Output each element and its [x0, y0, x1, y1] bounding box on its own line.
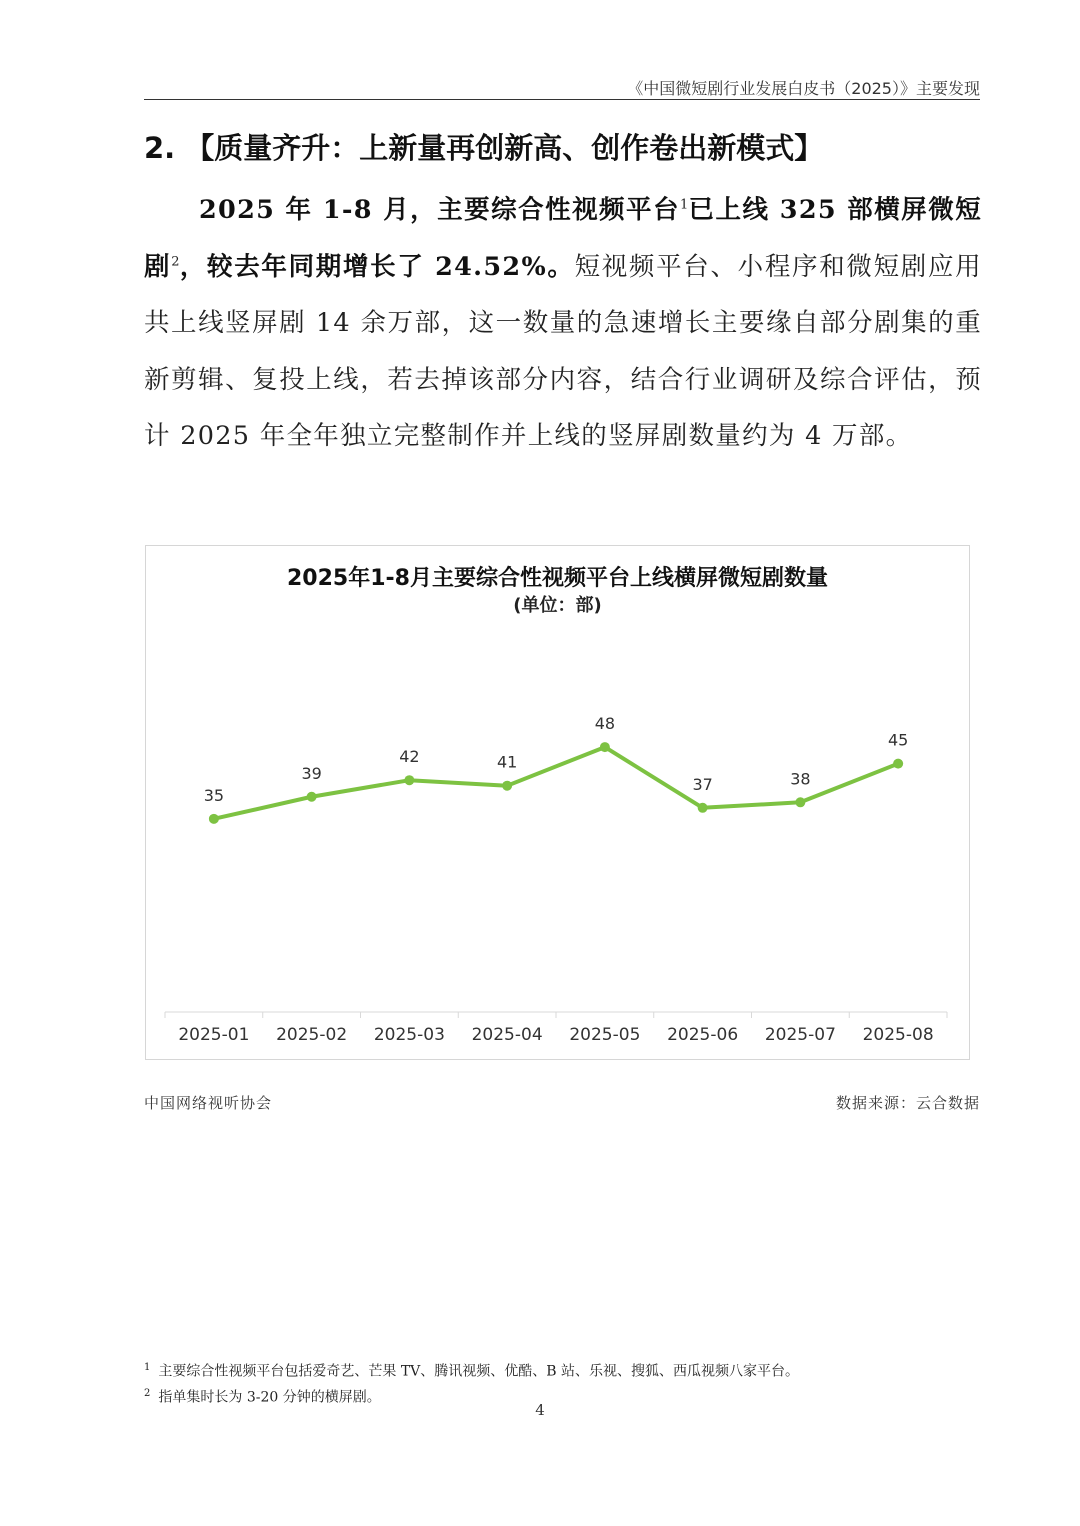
- data-point: [502, 781, 512, 791]
- data-point: [893, 759, 903, 769]
- data-label: 39: [301, 763, 322, 783]
- x-tick-label: 2025-01: [178, 1025, 250, 1045]
- data-label: 38: [790, 769, 811, 789]
- data-label: 45: [887, 730, 909, 750]
- x-tick-label: 2025-08: [862, 1025, 934, 1045]
- x-tick-label: 2025-05: [569, 1025, 641, 1045]
- footnote-text-1: 主要综合性视频平台包括爱奇艺、芒果 TV、腾讯视频、优酷、B 站、乐视、搜狐、西瓜视频八家平台。: [158, 1363, 800, 1380]
- footnote-mark-1: 1: [144, 1362, 151, 1373]
- data-point: [698, 803, 708, 813]
- footnote-mark-2: 2: [144, 1387, 151, 1399]
- body-paragraph: [144, 182, 982, 465]
- data-label: 41: [496, 752, 518, 772]
- normal-text: 短视频平台、小程序和微短剧应用共上线竖屏剧 14 余万部，这一数量的急速增长主要缘自部分剧集的重新剪辑、复投上线，若去掉该部分内容，结合行业调研及综合评估，预计 2025 年全年独立完整制作并上线的竖屏剧数量约为 4 万部。: [144, 251, 982, 451]
- chart-plot: [146, 546, 969, 1059]
- data-label: 37: [692, 774, 713, 794]
- footnote-ref-1[interactable]: 1: [680, 197, 689, 213]
- x-tick-label: 2025-02: [276, 1025, 348, 1045]
- data-point: [307, 792, 317, 802]
- data-label: 35: [203, 785, 225, 805]
- section-title: 2. 【质量齐升：上新量再创新高、创作卷出新模式】: [144, 131, 824, 165]
- line-chart: [145, 545, 970, 1060]
- footer-data-source: 数据来源：云合数据: [835, 1094, 980, 1112]
- footnote-text-2: 指单集时长为 3-20 分钟的横屏剧。: [158, 1389, 381, 1406]
- chart-subtitle: (单位：部): [513, 595, 602, 616]
- bold-text-2: 已上线 325 部横屏微短剧: [144, 195, 983, 282]
- bold-text-3: ，较去年同期增长了 24.52%。: [179, 251, 575, 282]
- footnote-1: [144, 1357, 994, 1383]
- footer-organization: 中国网络视听协会: [144, 1094, 273, 1112]
- data-point: [600, 742, 610, 752]
- x-tick-label: 2025-06: [667, 1025, 739, 1045]
- bold-text-1: 2025 年 1-8 月，主要综合性视频平台: [199, 195, 681, 225]
- document-header-title: 《中国微短剧行业发展白皮书（2025）》主要发现: [627, 79, 980, 98]
- header-divider: [144, 99, 980, 100]
- chart-title: 2025年1-8月主要综合性视频平台上线横屏微短剧数量: [287, 566, 828, 591]
- data-label: 48: [594, 714, 616, 734]
- page-number: 4: [535, 1401, 545, 1419]
- footnote-ref-2[interactable]: 2: [171, 254, 180, 269]
- data-point: [209, 814, 219, 824]
- data-label: 42: [399, 747, 420, 767]
- x-tick-label: 2025-07: [764, 1025, 836, 1045]
- data-point: [795, 797, 805, 807]
- x-tick-label: 2025-04: [471, 1025, 543, 1045]
- data-point: [404, 775, 414, 785]
- x-tick-label: 2025-03: [373, 1025, 445, 1045]
